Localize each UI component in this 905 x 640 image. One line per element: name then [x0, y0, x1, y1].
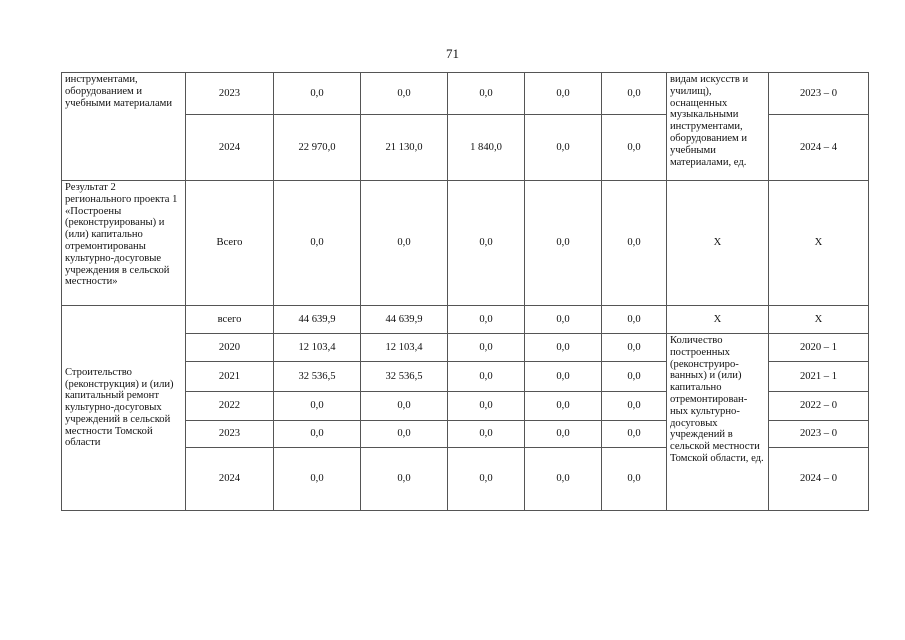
value-cell: 0,0: [602, 115, 667, 181]
year-cell: 2023: [186, 421, 274, 448]
value-cell: 0,0: [525, 421, 602, 448]
value-cell: 0,0: [448, 334, 525, 362]
value-cell: 0,0: [602, 448, 667, 511]
year-cell: 2024: [186, 448, 274, 511]
value-cell: 22 970,0: [274, 115, 361, 181]
target-cell: 2022 – 0: [769, 392, 869, 421]
year-cell: 2024: [186, 115, 274, 181]
value-cell: 12 103,4: [361, 334, 448, 362]
indicator-cell: Х: [667, 181, 769, 306]
value-cell: 0,0: [274, 448, 361, 511]
value-cell: 32 536,5: [361, 362, 448, 392]
value-cell: 0,0: [448, 362, 525, 392]
table-row: [62, 73, 869, 115]
value-cell: 44 639,9: [274, 306, 361, 334]
value-cell: 0,0: [602, 73, 667, 115]
target-cell: 2023 – 0: [769, 421, 869, 448]
value-cell: 0,0: [602, 334, 667, 362]
target-cell: 2024 – 0: [769, 448, 869, 511]
value-cell: 0,0: [361, 421, 448, 448]
event-name-cell: Строительство (реконструкция) и (или) капитальный ремонт культурно-досуговых учреждений в сельской местности Томской области: [62, 306, 186, 511]
program-table: [61, 72, 869, 511]
value-cell: 32 536,5: [274, 362, 361, 392]
year-cell: 2023: [186, 73, 274, 115]
value-cell: 0,0: [602, 421, 667, 448]
value-cell: 0,0: [525, 181, 602, 306]
indicator-cell: Количество построенных (реконструиро-ванных) и (или) капитально отремонтирован-ных культурно-досуговых учреждений в сельской местности Томской области, ед.: [667, 334, 769, 511]
value-cell: 0,0: [274, 181, 361, 306]
value-cell: 0,0: [602, 392, 667, 421]
value-cell: 0,0: [361, 181, 448, 306]
value-cell: 0,0: [361, 448, 448, 511]
target-cell: 2020 – 1: [769, 334, 869, 362]
value-cell: 0,0: [274, 73, 361, 115]
target-cell: 2023 – 0: [769, 73, 869, 115]
value-cell: 0,0: [525, 115, 602, 181]
indicator-cell: видам искусств и училищ), оснащенных музыкальными инструментами, оборудованием и учебными материалами, ед.: [667, 73, 769, 181]
value-cell: 0,0: [448, 392, 525, 421]
value-cell: 0,0: [361, 73, 448, 115]
value-cell: 0,0: [525, 334, 602, 362]
table-row: [62, 306, 869, 334]
value-cell: 0,0: [525, 392, 602, 421]
value-cell: 0,0: [361, 392, 448, 421]
value-cell: 1 840,0: [448, 115, 525, 181]
value-cell: 0,0: [274, 421, 361, 448]
result-name-cell: Результат 2 регионального проекта 1 «Построены (реконструированы) и (или) капитально отремонтированы культурно-досуговые учреждения в сельской местности»: [62, 181, 186, 306]
value-cell: 0,0: [525, 362, 602, 392]
table-row: [62, 181, 869, 306]
target-cell: 2021 – 1: [769, 362, 869, 392]
target-cell: Х: [769, 306, 869, 334]
value-cell: 0,0: [525, 73, 602, 115]
value-cell: 0,0: [448, 73, 525, 115]
year-cell: 2021: [186, 362, 274, 392]
value-cell: 0,0: [525, 448, 602, 511]
value-cell: 0,0: [448, 306, 525, 334]
value-cell: 0,0: [602, 362, 667, 392]
year-cell: 2020: [186, 334, 274, 362]
target-cell: Х: [769, 181, 869, 306]
page-number: 71: [446, 46, 459, 61]
value-cell: 0,0: [602, 181, 667, 306]
year-cell: 2022: [186, 392, 274, 421]
value-cell: 0,0: [274, 392, 361, 421]
value-cell: 12 103,4: [274, 334, 361, 362]
value-cell: 0,0: [525, 306, 602, 334]
value-cell: 0,0: [602, 306, 667, 334]
target-cell: 2024 – 4: [769, 115, 869, 181]
year-cell: Всего: [186, 181, 274, 306]
value-cell: 21 130,0: [361, 115, 448, 181]
value-cell: 0,0: [448, 181, 525, 306]
year-cell: всего: [186, 306, 274, 334]
event-name-cell: инструментами, оборудованием и учебными материалами: [62, 73, 186, 181]
indicator-cell: Х: [667, 306, 769, 334]
value-cell: 44 639,9: [361, 306, 448, 334]
value-cell: 0,0: [448, 448, 525, 511]
value-cell: 0,0: [448, 421, 525, 448]
